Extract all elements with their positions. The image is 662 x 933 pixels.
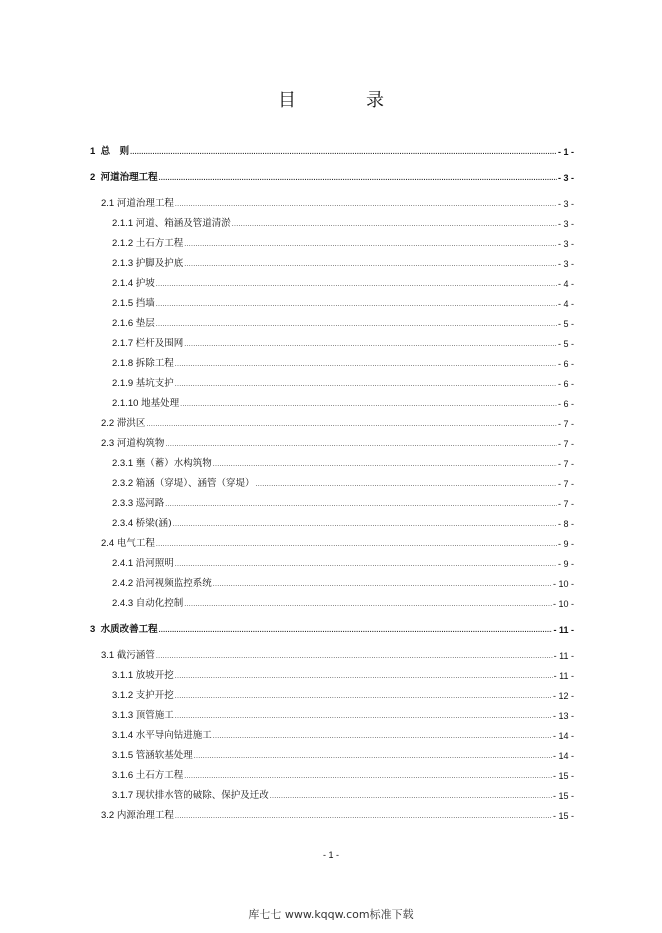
dot-leader xyxy=(270,791,552,802)
toc-entry-title: 水质改善工程 xyxy=(100,624,158,635)
dot-leader xyxy=(213,579,552,590)
toc-entry-number: 2.4.2 xyxy=(112,578,134,589)
toc-entry-title: 壅（蓄）水构筑物 xyxy=(135,458,212,469)
toc-entry-page: - 7 - xyxy=(557,499,574,509)
toc-entry[interactable] xyxy=(0,646,662,662)
dot-leader xyxy=(175,359,557,370)
toc-entry-title: 河道、箱涵及管道清淤 xyxy=(135,218,231,229)
toc-entry-page: - 15 - xyxy=(552,771,574,781)
dot-leader xyxy=(130,147,557,158)
dot-leader xyxy=(184,239,557,250)
toc-entry[interactable] xyxy=(0,374,662,390)
toc-entry-number: 2.2 xyxy=(101,418,115,429)
dot-leader xyxy=(175,671,553,682)
toc-entry-page: - 3 - xyxy=(557,219,574,229)
toc-entry-title: 巡河路 xyxy=(135,498,165,509)
toc-entry-number: 2.1.6 xyxy=(112,318,134,329)
toc-entry-title: 河道治理工程 xyxy=(100,172,158,183)
toc-entry-title: 地基处理 xyxy=(141,398,180,409)
toc-entry-title: 总 则 xyxy=(100,146,130,157)
toc-entry-page: - 7 - xyxy=(557,419,574,429)
toc-entry-number: 2.4 xyxy=(101,538,115,549)
toc-entry-number: 2.4.1 xyxy=(112,558,134,569)
toc-entry-page: - 15 - xyxy=(552,791,574,801)
toc-entry[interactable] xyxy=(0,666,662,682)
dot-leader xyxy=(184,259,557,270)
toc-entry-number: 1 xyxy=(90,146,96,157)
dot-leader xyxy=(175,811,552,822)
toc-entry[interactable] xyxy=(0,194,662,210)
dot-leader xyxy=(156,539,557,550)
dot-leader xyxy=(184,599,552,610)
toc-entry-page: - 13 - xyxy=(552,711,574,721)
dot-leader xyxy=(175,199,557,210)
toc-entry-page: - 3 - xyxy=(557,199,574,209)
toc-entry-number: 2.1.5 xyxy=(112,298,134,309)
dot-leader xyxy=(232,219,557,230)
dot-leader xyxy=(156,651,553,662)
toc-entry[interactable] xyxy=(0,686,662,702)
toc-entry-page: - 3 - xyxy=(557,173,574,183)
dot-leader xyxy=(175,379,557,390)
toc-entry-number: 2.3 xyxy=(101,438,115,449)
toc-entry[interactable] xyxy=(0,806,662,822)
toc-entry-page: - 14 - xyxy=(552,751,574,761)
toc-entry-page: - 8 - xyxy=(557,519,574,529)
toc-entry-number: 2.1.4 xyxy=(112,278,134,289)
toc-entry[interactable] xyxy=(0,274,662,290)
dot-leader xyxy=(256,479,557,490)
toc-entry[interactable] xyxy=(0,746,662,762)
toc-entry[interactable] xyxy=(0,514,662,530)
toc-entry[interactable] xyxy=(0,314,662,330)
toc-entry-title: 截污涵管 xyxy=(116,650,155,661)
page-number: - 1 - xyxy=(322,850,339,860)
toc-entry-title: 自动化控制 xyxy=(135,598,184,609)
dot-leader xyxy=(175,711,552,722)
toc-entry-page: - 6 - xyxy=(557,359,574,369)
toc-entry-page: - 3 - xyxy=(557,239,574,249)
toc-entry-title: 现状排水管的破除、保护及迁改 xyxy=(135,790,269,801)
toc-title: 目 录 xyxy=(278,90,410,111)
toc-entry-number: 2.1 xyxy=(101,198,115,209)
toc-entry-page: - 12 - xyxy=(552,691,574,701)
toc-entry-page: - 11 - xyxy=(553,671,574,681)
toc-entry-page: - 1 - xyxy=(557,147,574,157)
toc-entry-title: 土石方工程 xyxy=(135,238,184,249)
watermark-text: 库七七 www.kqqw.com标准下载 xyxy=(248,908,414,921)
toc-entry-title: 护脚及护底 xyxy=(135,258,184,269)
toc-entry[interactable] xyxy=(0,334,662,350)
toc-entry-number: 3.1.1 xyxy=(112,670,134,681)
toc-entry[interactable] xyxy=(0,726,662,742)
toc-entry-title: 桥梁(涵) xyxy=(135,518,172,529)
toc-entry[interactable] xyxy=(0,214,662,230)
toc-entry-number: 2.3.3 xyxy=(112,498,134,509)
toc-entry-number: 3.1.2 xyxy=(112,690,134,701)
toc-entry-number: 2.1.7 xyxy=(112,338,134,349)
dot-leader xyxy=(156,279,557,290)
toc-entry[interactable] xyxy=(0,354,662,370)
toc-entry-number: 3 xyxy=(90,624,96,635)
toc-entry[interactable] xyxy=(0,394,662,410)
toc-entry-page: - 3 - xyxy=(557,259,574,269)
toc-entry[interactable] xyxy=(0,534,662,550)
toc-entry[interactable] xyxy=(0,294,662,310)
toc-entry[interactable] xyxy=(0,554,662,570)
toc-entry-title: 土石方工程 xyxy=(135,770,184,781)
toc-entry-page: - 9 - xyxy=(557,539,574,549)
toc-entry-title: 支护开挖 xyxy=(135,690,174,701)
toc-entry-number: 3.1.6 xyxy=(112,770,134,781)
toc-entry-page: - 7 - xyxy=(557,439,574,449)
toc-entry-page: - 6 - xyxy=(557,399,574,409)
dot-leader xyxy=(194,751,552,762)
toc-entry-page: - 10 - xyxy=(552,579,574,589)
toc-entry-number: 2.3.2 xyxy=(112,478,134,489)
toc-entry-number: 3.2 xyxy=(101,810,115,821)
dot-leader xyxy=(156,319,557,330)
toc-entry[interactable] xyxy=(0,494,662,510)
toc-entry-number: 3.1.4 xyxy=(112,730,134,741)
dot-leader xyxy=(184,771,552,782)
toc-entry-number: 2.3.1 xyxy=(112,458,134,469)
toc-entry-title: 垫层 xyxy=(135,318,155,329)
toc-entry-title: 挡墙 xyxy=(135,298,155,309)
toc-entry-title: 内源治理工程 xyxy=(116,810,174,821)
toc-entry[interactable] xyxy=(0,574,662,590)
toc-entry[interactable] xyxy=(0,454,662,470)
toc-entry-number: 2.3.4 xyxy=(112,518,134,529)
toc-entry-title: 拆除工程 xyxy=(135,358,174,369)
toc-entry-page: - 9 - xyxy=(557,559,574,569)
toc-entry-number: 2.1.8 xyxy=(112,358,134,369)
toc-entry-number: 2.1.1 xyxy=(112,218,134,229)
toc-entry[interactable] xyxy=(0,414,662,430)
toc-entry-title: 顶管施工 xyxy=(135,710,174,721)
toc-entry[interactable] xyxy=(0,594,662,610)
dot-leader xyxy=(175,691,552,702)
toc-entry-title: 滞洪区 xyxy=(116,418,146,429)
toc-entry-page: - 7 - xyxy=(557,459,574,469)
toc-entry-title: 电气工程 xyxy=(116,538,155,549)
toc-entry-page: - 5 - xyxy=(557,319,574,329)
toc-entry[interactable] xyxy=(0,620,662,636)
toc-entry-title: 管涵软基处理 xyxy=(135,750,193,761)
toc-entry-page: - 4 - xyxy=(557,299,574,309)
toc-entry-title: 河道治理工程 xyxy=(116,198,174,209)
toc-entry-page: - 15 - xyxy=(552,811,574,821)
toc-entry-number: 2.4.3 xyxy=(112,598,134,609)
toc-entry-page: - 7 - xyxy=(557,479,574,489)
toc-entry-number: 3.1 xyxy=(101,650,115,661)
toc-entry[interactable] xyxy=(0,434,662,450)
toc-entry-page: - 10 - xyxy=(552,599,574,609)
dot-leader xyxy=(159,173,557,184)
toc-entry[interactable] xyxy=(0,254,662,270)
toc-entry[interactable] xyxy=(0,142,662,158)
toc-entry-title: 河道构筑物 xyxy=(116,438,165,449)
toc-entry-page: - 6 - xyxy=(557,379,574,389)
dot-leader xyxy=(213,459,557,470)
toc-entry-page: - 11 - xyxy=(553,651,574,661)
toc-entry[interactable] xyxy=(0,474,662,490)
dot-leader xyxy=(180,399,557,410)
dot-leader xyxy=(159,625,553,636)
dot-leader xyxy=(184,339,557,350)
toc-entry-number: 2.1.3 xyxy=(112,258,134,269)
dot-leader xyxy=(165,499,557,510)
toc-entry-title: 水平导向钻进施工 xyxy=(135,730,212,741)
toc-entry[interactable] xyxy=(0,766,662,782)
toc-entry-number: 3.1.3 xyxy=(112,710,134,721)
toc-entry-number: 2 xyxy=(90,172,96,183)
toc-entry[interactable] xyxy=(0,786,662,802)
toc-entry-page: - 5 - xyxy=(557,339,574,349)
toc-entry-number: 3.1.7 xyxy=(112,790,134,801)
dot-leader xyxy=(156,299,557,310)
toc-entry-page: - 4 - xyxy=(557,279,574,289)
toc-entry-number: 2.1.10 xyxy=(112,398,139,409)
dot-leader xyxy=(165,439,557,450)
dot-leader xyxy=(213,731,552,742)
toc-entry-title: 沿河照明 xyxy=(135,558,174,569)
toc-entry-page: - 14 - xyxy=(552,731,574,741)
dot-leader xyxy=(173,519,557,530)
toc-entry-title: 基坑支护 xyxy=(135,378,174,389)
toc-entry[interactable] xyxy=(0,168,662,184)
dot-leader xyxy=(146,419,557,430)
toc-entry-title: 沿河视频监控系统 xyxy=(135,578,212,589)
toc-entry-title: 栏杆及围网 xyxy=(135,338,184,349)
toc-entry-page: - 11 - xyxy=(553,625,574,635)
toc-entry-number: 3.1.5 xyxy=(112,750,134,761)
toc-entry-number: 2.1.9 xyxy=(112,378,134,389)
toc-entry[interactable] xyxy=(0,706,662,722)
toc-entry-title: 箱涵（穿堤）、涵管（穿堤） xyxy=(135,478,255,489)
toc-entry-title: 放坡开挖 xyxy=(135,670,174,681)
dot-leader xyxy=(175,559,557,570)
toc-entry-number: 2.1.2 xyxy=(112,238,134,249)
toc-entry-title: 护坡 xyxy=(135,278,155,289)
toc-entry[interactable] xyxy=(0,234,662,250)
